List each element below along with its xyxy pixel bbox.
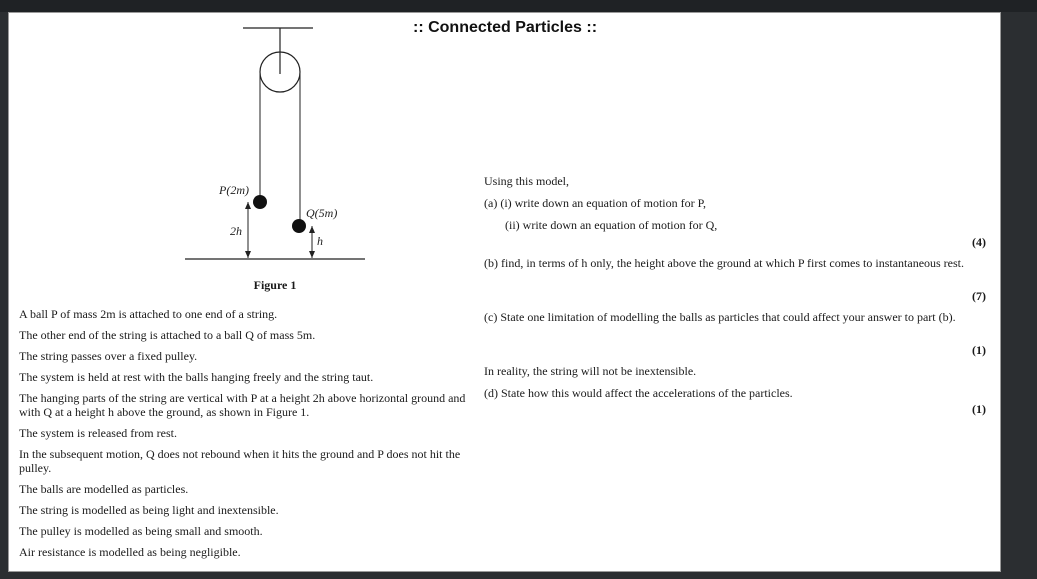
label-q: Q(5m) — [306, 206, 338, 220]
mark-c: (1) — [972, 343, 986, 357]
page-title: :: Connected Particles :: — [412, 19, 598, 36]
statement-line: The other end of the string is attached to a ball Q of mass 5m. — [19, 328, 316, 342]
height-2h-arrowhead-top — [245, 202, 251, 209]
ball-p — [253, 195, 267, 209]
figure-caption: Figure 1 — [253, 278, 297, 292]
statement-line: The system is released from rest. — [19, 426, 177, 440]
statement-line: The balls are modelled as particles. — [19, 482, 189, 496]
questions-intro: Using this model, — [484, 174, 570, 188]
statement-line: The pulley is modelled as being small and smooth. — [19, 524, 263, 538]
statement-line: A ball P of mass 2m is attached to one end of a string. — [19, 307, 278, 321]
pulley-diagram — [175, 18, 375, 273]
top-strip — [0, 0, 1037, 12]
height-h-arrowhead-top — [309, 226, 315, 233]
question-a-ii: (ii) write down an equation of motion for Q, — [505, 218, 718, 232]
statement-line: The string is modelled as being light and inextensible. — [19, 503, 279, 517]
mark-d: (1) — [972, 402, 986, 416]
statement-line: Air resistance is modelled as being negligible. — [19, 545, 241, 559]
label-h: h — [317, 234, 323, 248]
question-c: (c) State one limitation of modelling the balls as particles that could affect your answer to part (b). — [484, 310, 956, 324]
statement-line: The hanging parts of the string are vertical with P at a height 2h above horizontal ground and with Q at a height h above the ground, as shown in Figure 1. — [19, 391, 466, 419]
height-2h-arrowhead-bottom — [245, 251, 251, 258]
ball-q — [292, 219, 306, 233]
question-d: (d) State how this would affect the accelerations of the particles. — [484, 386, 793, 400]
reality-note: In reality, the string will not be inextensible. — [484, 364, 697, 378]
problem-statement — [19, 307, 474, 566]
statement-line: In the subsequent motion, Q does not rebound when it hits the ground and P does not hit the pulley. — [19, 447, 461, 475]
question-b: (b) find, in terms of h only, the height above the ground at which P first comes to instantaneous rest. — [484, 256, 965, 270]
statement-line: The system is held at rest with the balls hanging freely and the string taut. — [19, 370, 374, 384]
height-h-arrowhead-bottom — [309, 251, 315, 258]
mark-b: (7) — [972, 289, 986, 303]
label-p: P(2m) — [219, 183, 249, 197]
mark-a: (4) — [972, 235, 986, 249]
question-a-i: (a) (i) write down an equation of motion for P, — [484, 196, 706, 210]
label-2h: 2h — [230, 224, 242, 238]
statement-line: The string passes over a fixed pulley. — [19, 349, 198, 363]
